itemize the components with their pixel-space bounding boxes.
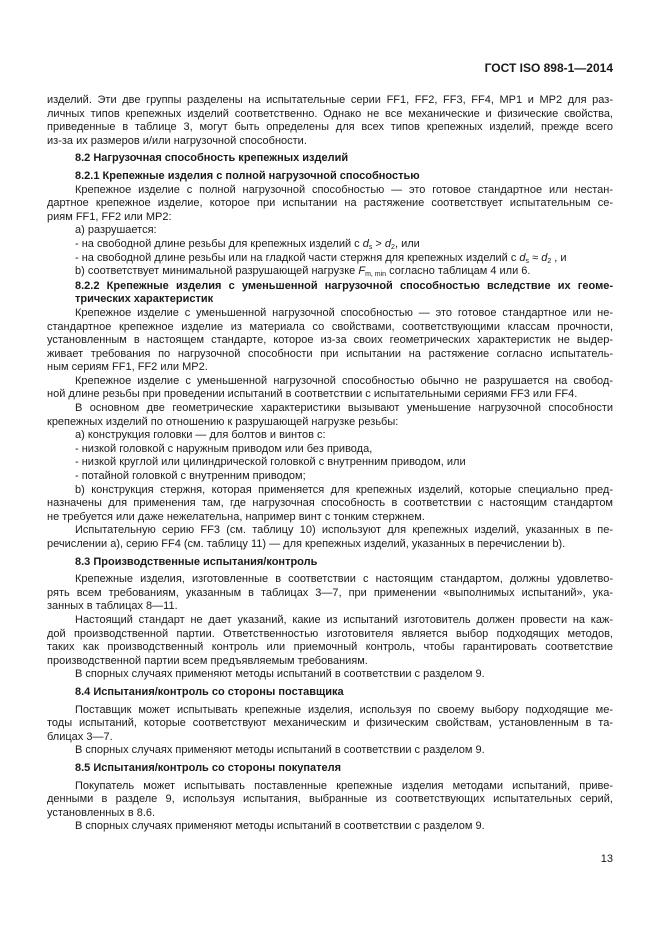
text-line: приведенные в таблице 3, могут быть определены для всех типов крепежных изделий, прежде всего — [47, 121, 613, 134]
subscript-text: 2 — [391, 243, 395, 251]
text-line: 8.2.2 Крепежные изделия с уменьшенной нагрузочной способностью вследствие их геоме- — [75, 279, 613, 292]
text-line: не требуется или даже нежелательна, например винт с тонким стержнем. — [47, 510, 425, 523]
paragraph — [47, 573, 613, 614]
text-line: личных типов крепежных изделий соответственно. Однако не все механические и физические свойства, — [47, 107, 613, 120]
text-line: ной длине резьбы при проведении испытаний в соответствии с испытательными сериями FF3 или FF4. — [47, 388, 578, 401]
text-line: b) конструкция стержня, которая применяется для крепежных изделий, которые специально пред- — [75, 483, 613, 496]
section-heading — [47, 686, 613, 700]
text-line: 8.5 Испытания/контроль со стороны покупателя — [75, 761, 342, 774]
text-line: Испытательную серию FF3 (см. таблицу 10) используют для крепежных изделий, указанных в пе- — [75, 524, 613, 537]
text-line: изделий. Эти две группы разделены на испытательные серии FF1, FF2, FF3, FF4, MP1 и MP2 для раз- — [47, 94, 613, 106]
paragraph — [47, 375, 613, 402]
text-segment: , и — [551, 251, 567, 264]
text-line: Настоящий стандарт не дает указаний, какие из испытаний изготовитель должен провести на каж- — [75, 613, 613, 626]
text-line: В спорных случаях применяют методы испытаний в соответствии с разделом 9. — [75, 820, 485, 833]
text-line: стандартное крепежное изделие из материала со свойствами, соответствующими классам прочности, — [47, 320, 613, 333]
italic-symbol: F — [358, 265, 366, 278]
text-line: блицах 3—7. — [47, 730, 113, 743]
text-line: - низкой круглой или цилиндрической головкой с внутренним приводом, или — [75, 456, 466, 469]
text-segment: > — [372, 237, 385, 250]
text-line — [47, 265, 613, 279]
text-line: рять всем требованиям, указанным в таблицах 3—7, при применении «выполнимых испытаний», ука- — [47, 586, 613, 599]
text-line: из-за их размеров и/или нагрузочной способности. — [47, 134, 307, 147]
text-line: Крепежное изделие с уменьшенной нагрузочной способностью — это готовое стандартное или не- — [75, 306, 613, 319]
text-line: 8.2 Нагрузочная способность крепежных изделий — [75, 152, 349, 165]
text-line: Крепежное изделие с уменьшенной нагрузочной способностью обычно не разрушается на свобод- — [75, 374, 613, 387]
text-line: а) разрушается: — [75, 224, 157, 237]
list-item — [47, 443, 613, 457]
text-line: трических характеристик — [75, 293, 214, 306]
text-line: ным сериям FF1, FF2 или MP2. — [47, 361, 208, 374]
italic-symbol: d — [541, 251, 548, 264]
paragraph — [47, 307, 613, 375]
text-line — [47, 252, 613, 266]
list-item — [47, 265, 613, 279]
text-line: 8.2.1 Крепежные изделия с полной нагрузочной способностью — [75, 169, 420, 182]
text-line: живает требования по нагрузочной способности при испытании на растяжение согласно испытатель- — [47, 347, 613, 360]
list-item — [47, 252, 613, 266]
paragraph — [47, 780, 613, 821]
section-heading — [47, 556, 613, 570]
text-line: а) конструкция головки — для болтов и винтов с: — [75, 429, 326, 442]
list-item — [47, 429, 613, 443]
italic-symbol: d — [362, 237, 369, 250]
paragraph — [47, 184, 613, 225]
text-segment: - на свободной длине резьбы или на гладкой части стержня для крепежных изделий с — [75, 251, 520, 264]
text-line: установленных в 8.6. — [47, 806, 156, 819]
section-heading — [47, 170, 613, 184]
list-item — [47, 224, 613, 238]
paragraph — [47, 94, 613, 148]
subscript-text: m, min — [365, 271, 387, 279]
text-segment: согласно таблицам 4 или 6. — [386, 265, 531, 278]
paragraph — [47, 402, 613, 429]
text-line: Крепежное изделие с полной нагрузочной способностью — это готовое стандартное или нестан- — [75, 183, 613, 196]
subscript-text: s — [525, 257, 530, 265]
text-line: - низкой головкой с наружным приводом или без привода, — [75, 442, 373, 455]
text-line: дартное крепежное изделие, которое при испытании на растяжение соответствует испытательным се- — [47, 197, 613, 210]
list-item — [47, 238, 613, 252]
text-segment: ≈ — [529, 251, 542, 264]
text-line: тоды испытаний, которые соответствуют механическим и физическим свойствам, установленным в та- — [47, 717, 613, 730]
document-header-id: ГОСТ ISO 898-1—2014 — [484, 61, 613, 75]
text-line: В основном две геометрические характеристики вызывают уменьшение нагрузочной способности — [75, 402, 613, 415]
text-segment: b) соответствует минимальной разрушающей нагрузке — [75, 265, 359, 278]
document-body — [47, 94, 613, 834]
text-line: Крепежные изделия, изготовленные в соответствии с настоящим стандартом, должны удовлетво- — [75, 573, 613, 586]
text-line: 8.4 Испытания/контроль со стороны поставщика — [75, 685, 344, 698]
text-line: В спорных случаях применяют методы испытаний в соответствии с разделом 9. — [75, 744, 485, 757]
text-line: крепежных изделий по отношению к разрушающей нагрузке резьбы: — [47, 415, 399, 428]
paragraph — [47, 484, 613, 525]
subscript-text: 2 — [547, 257, 552, 265]
text-line: установленным в настоящем стандарте, которое из-за своих геометрических характеристик не выдер- — [47, 334, 613, 347]
paragraph — [47, 744, 613, 758]
italic-symbol: d — [384, 237, 392, 250]
text-line: производственной партии всем предъявляемым требованиям. — [47, 654, 368, 667]
text-line: денными в разделе 9, используя испытания, выбранные из соответствующих испытательных серий, — [47, 793, 613, 806]
list-item — [47, 456, 613, 470]
text-segment: - на свободной длине резьбы для крепежных изделий с — [75, 237, 363, 250]
subscript-text: s — [368, 243, 373, 251]
section-heading — [47, 280, 613, 307]
text-line: - потайной головкой с внутренним приводом; — [75, 470, 306, 483]
text-line: 8.3 Производственные испытания/контроль — [75, 555, 318, 568]
paragraph — [47, 704, 613, 745]
text-line — [47, 238, 613, 252]
paragraph — [47, 614, 613, 668]
text-segment: , или — [394, 237, 420, 250]
section-heading — [47, 762, 613, 776]
page-number: 13 — [600, 853, 613, 865]
italic-symbol: d — [519, 251, 526, 264]
text-line: Поставщик может испытывать крепежные изделия, используя по своему выбору подходящие ме- — [75, 703, 613, 716]
text-line: Покупатель может испытывать поставленные крепежные изделия методами испытаний, приве- — [75, 779, 613, 792]
section-heading — [47, 152, 613, 166]
text-line: риям FF1, FF2 или MP2: — [47, 210, 172, 223]
text-line: В спорных случаях применяют методы испытаний в соответствии с разделом 9. — [75, 668, 485, 681]
text-line: таких как производственный контроль или приемочный контроль, чтобы гарантировать соответствие — [47, 641, 613, 654]
text-line: назначены для применения там, где нагрузочная способность в соответствии с настоящим стандартом — [47, 497, 613, 510]
text-line: занных в таблицах 8—11. — [47, 600, 178, 613]
text-line: речислении а), серию FF4 (см. таблицу 11) — для крепежных изделий, указанных в перечислении b). — [47, 538, 566, 550]
paragraph — [47, 524, 613, 551]
paragraph — [47, 668, 613, 682]
text-line: дой производственной партии. Ответственностью изготовителя является выбор подходящих методов, — [47, 627, 613, 640]
paragraph — [47, 820, 613, 834]
list-item — [47, 470, 613, 484]
